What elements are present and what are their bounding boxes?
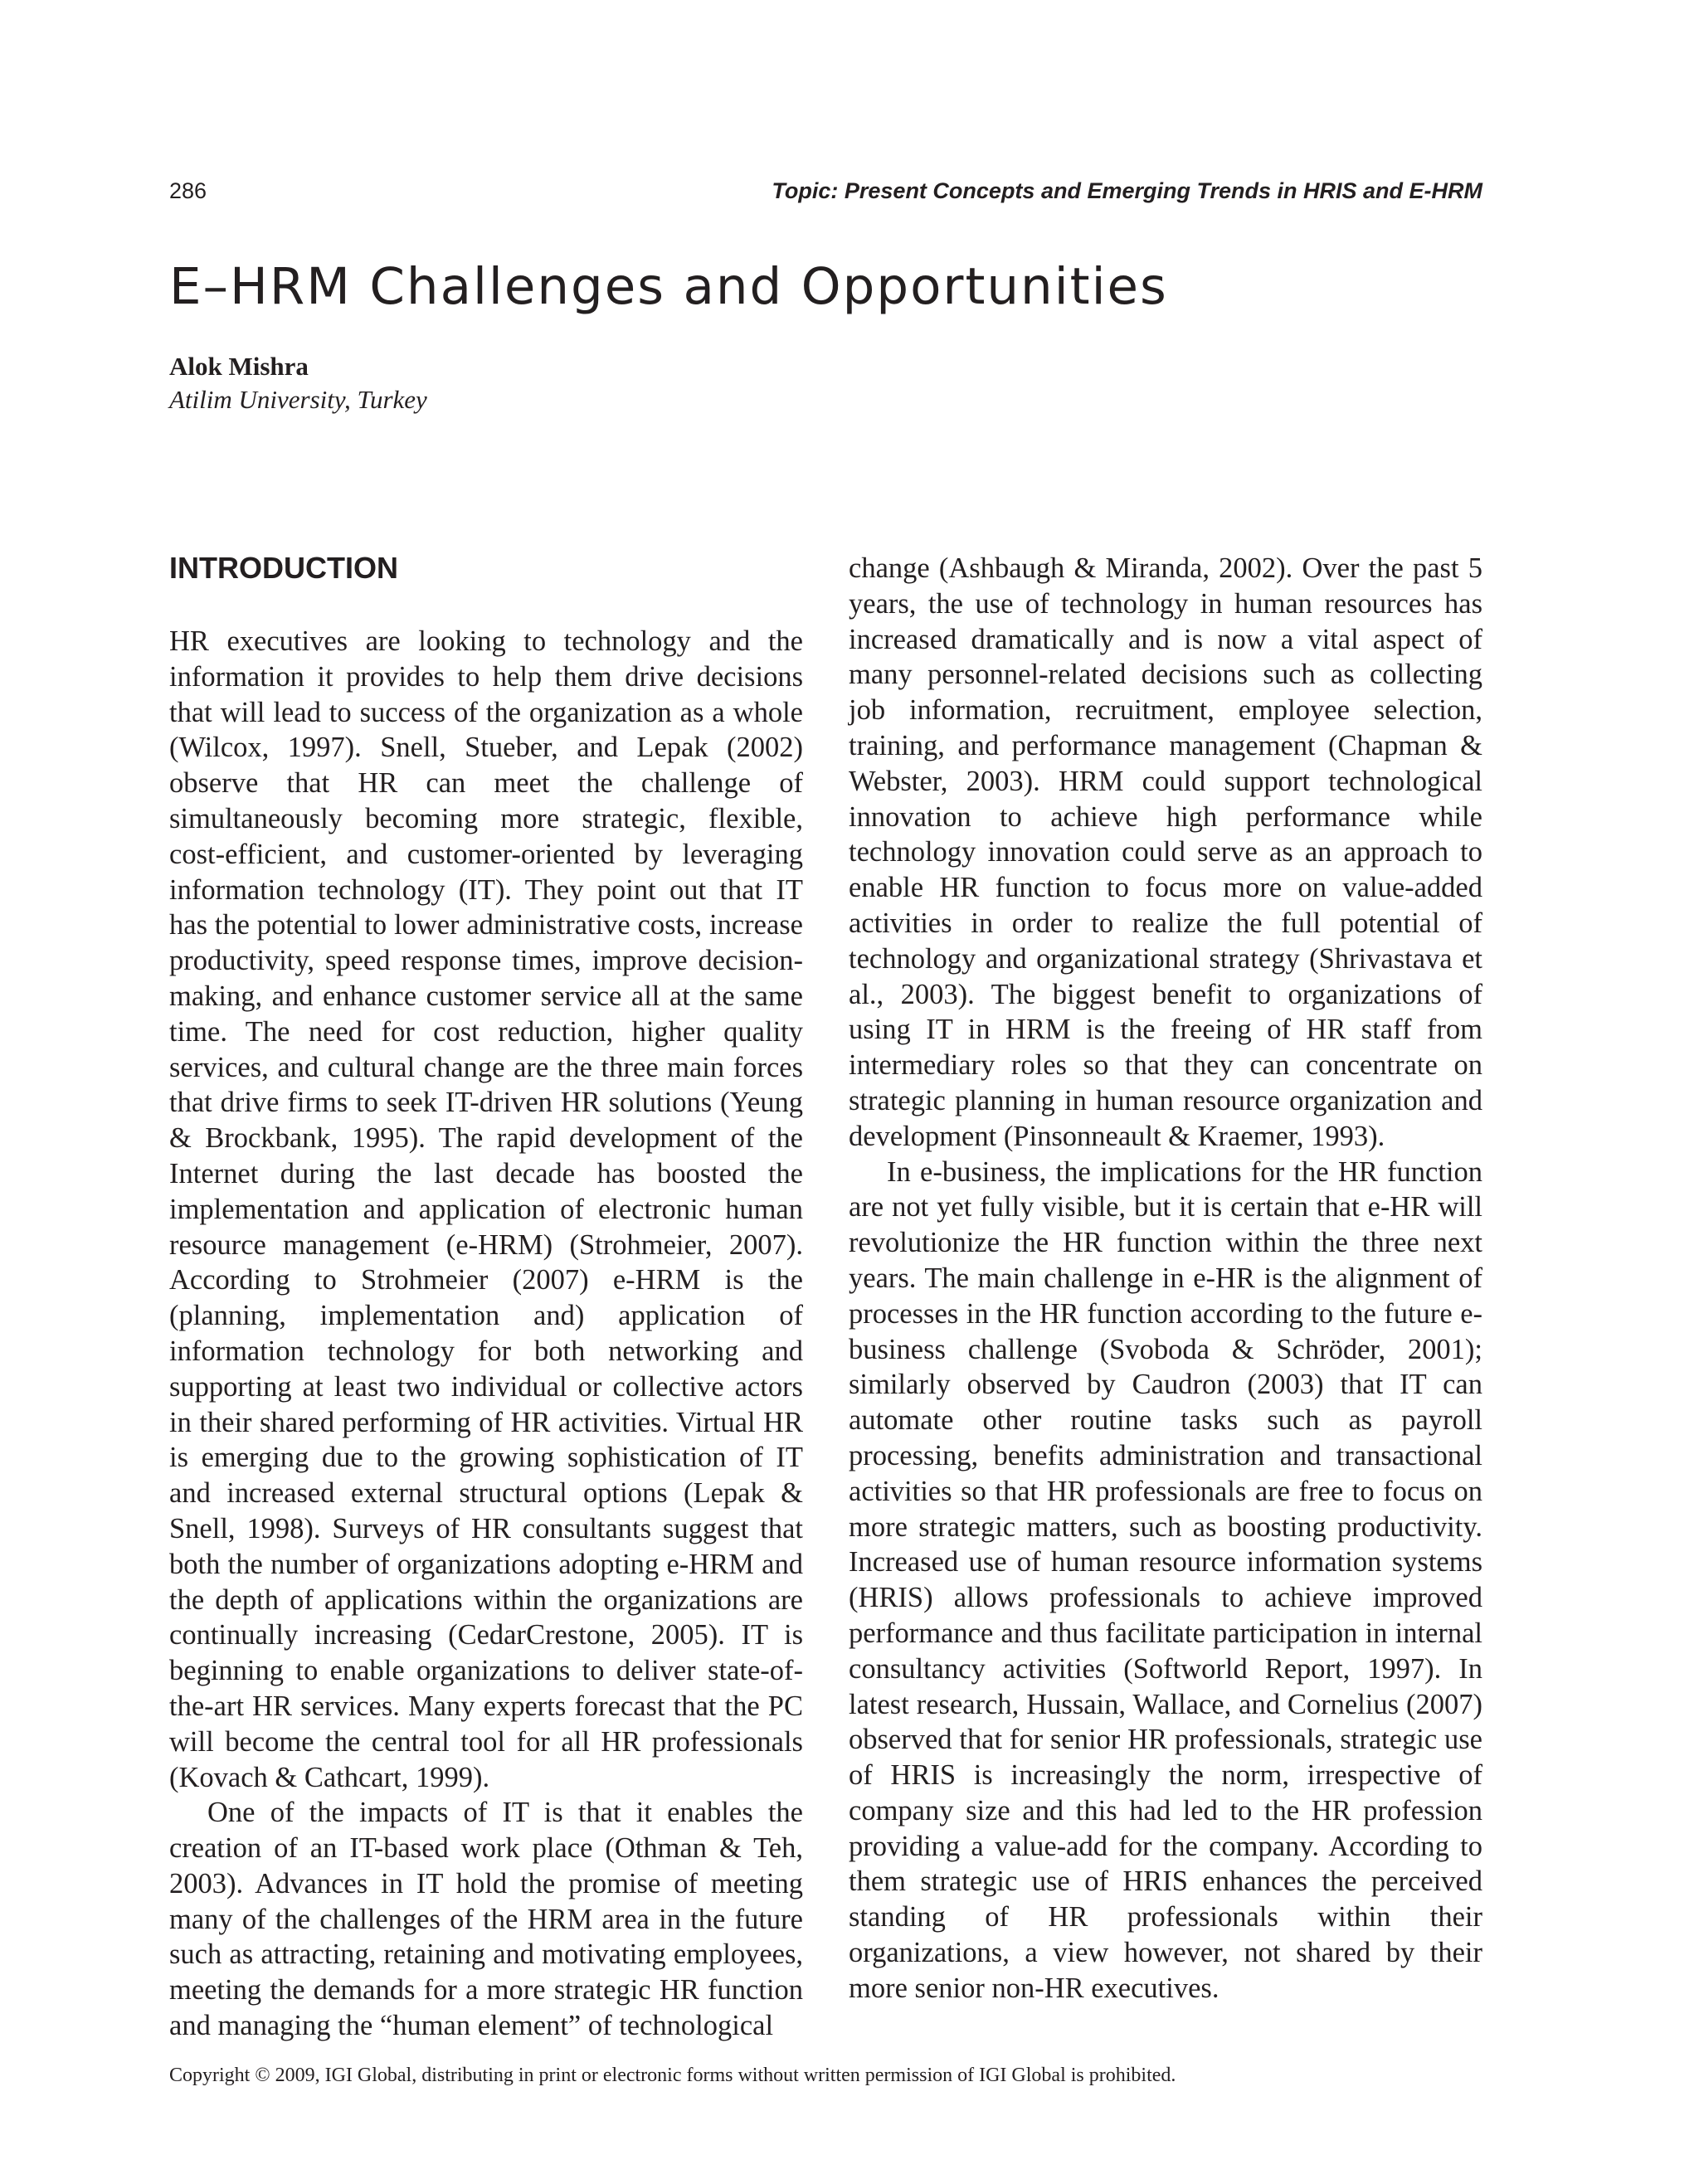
running-header-topic: Topic: Present Concepts and Emerging Trends in HRIS and E-HRM — [772, 178, 1482, 203]
left-column — [169, 624, 803, 2044]
page-number: 286 — [169, 178, 207, 203]
body-paragraph: HR executives are looking to technology and the information it provides to help them drive decisions that will lead to success of the organization as a whole (Wilcox, 1997). Snell, Stueber, and Lepak (2002) observe that HR can meet the challenge of simultaneously becoming more strategic, flexible, cost-efficient, and customer-oriented by leveraging information technology (IT). They point out that IT has the potential to lower administrative costs, increase productivity, speed response times, improve decision-making, and enhance customer service all at the same time. The need for cost reduction, higher quality services, and cultural change are the three main forces that drive firms to seek IT-driven HR solutions (Yeung & Brockbank, 1995). The rapid development of the Internet during the last decade has boosted the implementation and application of electronic human resource management (e-HRM) (Strohmeier, 2007). According to Strohmeier (2007) e-HRM is the (planning, implementation and) application of information technology for both networking and supporting at least two individual or collective actors in their shared performing of HR activities. Virtual HR is emerging due to the growing sophistication of IT and increased external structural options (Lepak & Snell, 1998). Surveys of HR consultants suggest that both the number of organizations adopting e-HRM and the depth of applications within the organizations are continually increasing (CedarCrestone, 2005). IT is beginning to enable organizations to deliver state-of-the-art HR services. Many experts forecast that the PC will become the central tool for all HR professionals (Kovach & Cathcart, 1999). — [169, 625, 803, 1793]
author-affiliation: Atilim University, Turkey — [169, 385, 427, 414]
section-heading: INTRODUCTION — [169, 551, 398, 585]
body-paragraph: In e-business, the implications for the HR function are not yet fully visible, but it is certain that e-HR will revolutionize the HR function within the three next years. The main challenge in e-HR is the alignment of processes in the HR function according to the future e-business challenge (Svoboda & Schröder, 2001); similarly observed by Caudron (2003) that IT can automate other routine tasks such as payroll processing, benefits administration and transactional activities so that HR professionals are free to focus on more strategic matters, such as boosting productivity. Increased use of human resource information systems (HRIS) allows professionals to achieve improved performance and thus facilitate participation in internal consultancy activities (Softworld Report, 1997). In latest research, Hussain, Wallace, and Cornelius (2007) observed that for senior HR professionals, strategic use of HRIS is increasingly the norm, irrespective of company size and this had led to the HR profession providing a value-add for the company. According to them strategic use of HRIS enhances the perceived standing of HR professionals within their organizations, a view however, not shared by their more senior non-HR executives. — [849, 1155, 1482, 2004]
body-paragraph: change (Ashbaugh & Miranda, 2002). Over the past 5 years, the use of technology in human resources has increased dramatically and is now a vital aspect of many personnel-related decisions such as collecting job information, recruitment, employee selection, training, and performance management (Chapman & Webster, 2003). HRM could support technological innovation to achieve high performance while technology innovation could serve as an approach to enable HR function to focus more on value-added activities in order to realize the full potential of technology and organizational strategy (Shrivastava et al., 2003). The biggest benefit to organizations of using IT in HRM is the freeing of HR staff from intermediary roles so that they can concentrate on strategic planning in human resource organization and development (Pinsonneault & Kraemer, 1993). — [849, 552, 1482, 1152]
copyright-notice: Copyright © 2009, IGI Global, distributing in print or electronic forms without written permission of IGI Global is prohibited. — [169, 2065, 1176, 2086]
article-title: E–HRM Challenges and Opportunities — [169, 257, 1168, 316]
body-paragraph: One of the impacts of IT is that it enables the creation of an IT-based work place (Othman & Teh, 2003). Advances in IT hold the promise of meeting many of the challenges of the HRM area in the future such as attracting, retaining and motivating employees, meeting the demands for a more strategic HR function and managing the “human element” of technological — [169, 1797, 803, 2042]
right-column — [849, 551, 1482, 2006]
author-name: Alok Mishra — [169, 352, 309, 381]
